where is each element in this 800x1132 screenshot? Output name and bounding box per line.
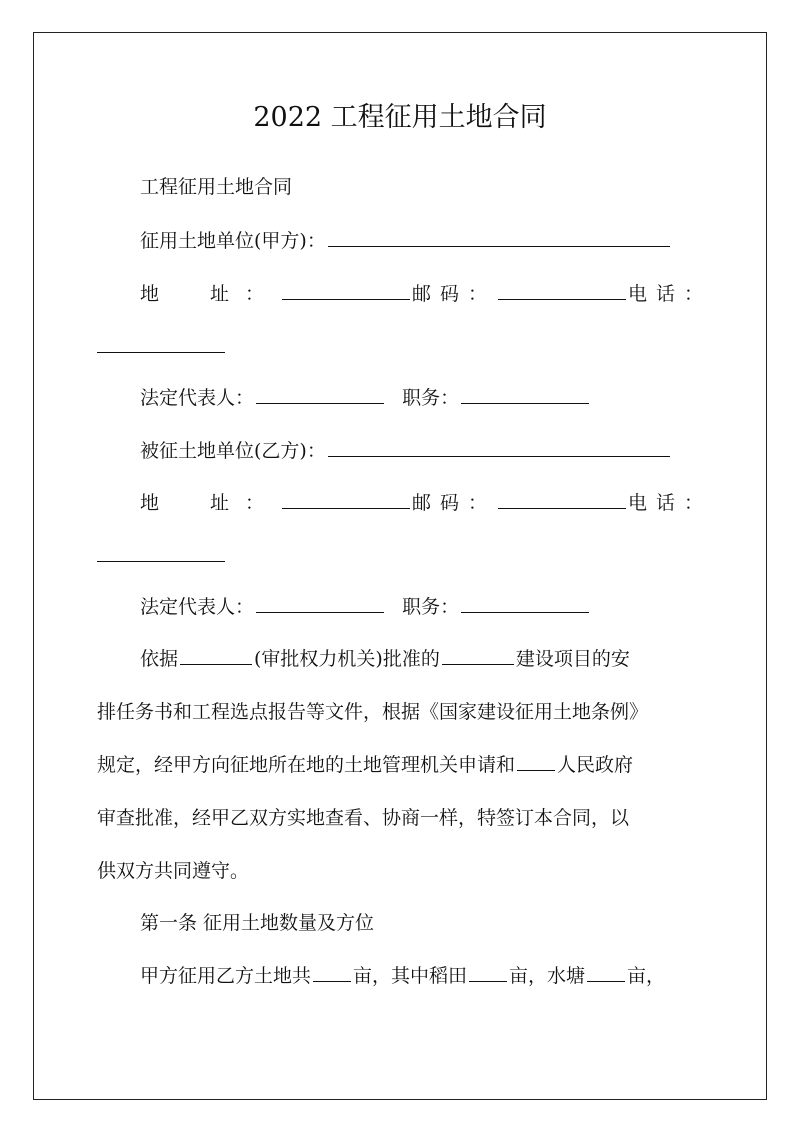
party-a-rep-blank[interactable] [256, 387, 384, 404]
para1-text-1: 依据 [140, 648, 179, 670]
article1-text-1: 甲方征用乙方土地共 [140, 965, 312, 987]
party-b-rep-line [140, 592, 707, 622]
party-b-address-label: 地 址： [140, 492, 281, 514]
party-a-phone-label: 电话： [628, 283, 713, 305]
article1-text-3: 亩，水塘 [509, 965, 586, 987]
article1-heading: 第一条 征用土地数量及方位 [140, 912, 375, 934]
para1-line2: 排任务书和工程选点报告等文件，根据《国家建设征用土地条例》 [97, 701, 649, 723]
article1-text-2: 亩，其中稻田 [353, 965, 468, 987]
para1-text-3: 建设项目的安 [515, 648, 630, 670]
party-a-phone-blank[interactable] [97, 336, 225, 353]
para1-text-2: (审批权力机关)批准的 [254, 648, 440, 670]
party-a-unit-line [140, 226, 707, 256]
party-a-rep-label: 法定代表人： [140, 387, 255, 409]
party-b-rep-blank[interactable] [256, 596, 384, 613]
party-b-unit-label: 被征土地单位(乙方)： [140, 440, 326, 462]
party-a-rep-line [140, 383, 707, 413]
party-b-phone-blank[interactable] [97, 545, 225, 562]
party-b-unit-blank[interactable] [328, 440, 670, 457]
party-b-unit-line [140, 436, 707, 466]
party-a-title-label: 职务： [402, 387, 460, 409]
party-b-postcode-blank[interactable] [498, 492, 626, 509]
para1-line3 [97, 750, 707, 780]
para1-line3-text-b: 人民政府 [557, 754, 634, 776]
government-blank[interactable] [517, 754, 555, 771]
party-b-contact-line [140, 488, 713, 518]
party-b-title-blank[interactable] [461, 596, 589, 613]
article1-text-4: 亩， [627, 965, 666, 987]
party-b-phone-label: 电话： [628, 492, 713, 514]
approval-authority-blank[interactable] [180, 648, 252, 665]
project-name-blank[interactable] [442, 648, 514, 665]
total-mu-blank[interactable] [313, 965, 351, 982]
article1-line1 [140, 961, 707, 991]
party-a-phone-line [97, 332, 707, 362]
para1-line3-text-a: 规定，经甲方向征地所在地的土地管理机关申请和 [97, 754, 516, 776]
party-b-title-label: 职务： [402, 596, 460, 618]
party-b-address-blank[interactable] [282, 492, 410, 509]
para1-line4: 审查批准，经甲乙双方实地查看、协商一样，特签订本合同，以 [97, 807, 630, 829]
party-a-postcode-label: 邮码： [412, 283, 497, 305]
party-b-rep-label: 法定代表人： [140, 596, 255, 618]
para1-line1 [140, 644, 707, 674]
paddy-mu-blank[interactable] [469, 965, 507, 982]
party-a-unit-blank[interactable] [328, 230, 670, 247]
party-b-postcode-label: 邮码： [412, 492, 497, 514]
party-a-address-label: 地 址： [140, 283, 281, 305]
pond-mu-blank[interactable] [587, 965, 625, 982]
party-a-contact-line [140, 279, 713, 309]
party-a-title-blank[interactable] [461, 387, 589, 404]
document-subtitle: 工程征用土地合同 [140, 176, 293, 198]
party-a-postcode-blank[interactable] [498, 283, 626, 300]
document-title: 2022 工程征用土地合同 [253, 102, 547, 133]
party-a-address-blank[interactable] [282, 283, 410, 300]
party-b-phone-line [97, 541, 707, 571]
party-a-unit-label: 征用土地单位(甲方)： [140, 230, 326, 252]
para1-line5: 供双方共同遵守。 [97, 860, 250, 882]
